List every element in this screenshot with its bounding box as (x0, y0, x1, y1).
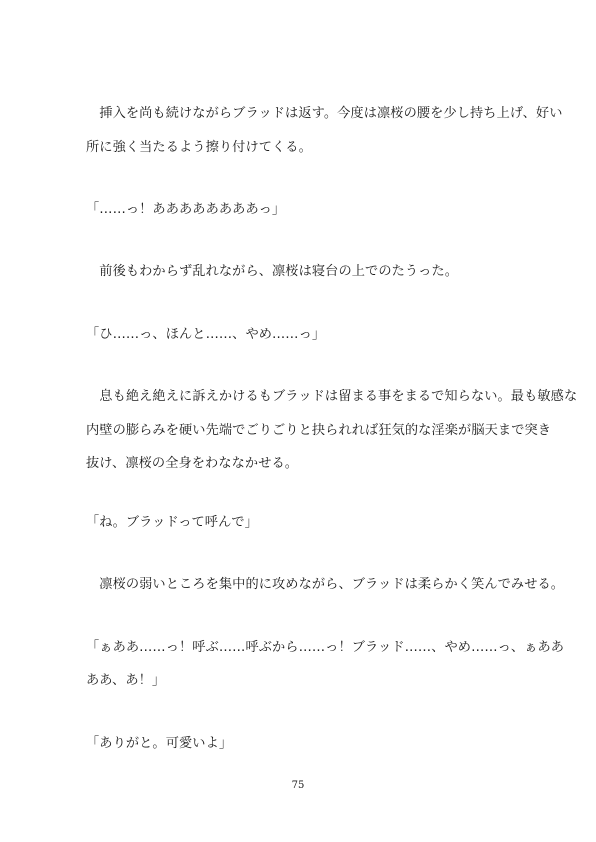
page-number: 75 (291, 780, 305, 791)
text-line: 「ぁああ……っ！呼ぶ……呼ぶから……っ！ブラッド……、やめ……っ、ぁああ (86, 640, 565, 655)
text-line: 挿入を尚も続けながらブラッドは返す。今度は凛桜の腰を少し持ち上げ、好い (86, 106, 563, 121)
text-line: 「……っ！ああああああああっ」 (86, 202, 286, 217)
text-line: 「ひ……っ、ほんと……、やめ……っ」 (86, 327, 326, 342)
text-line: 内壁の膨らみを硬い先端でごりごりと抉られれば狂気的な淫楽が脳天まで突き (86, 423, 552, 438)
text-line: ああ、あ！」 (86, 673, 166, 688)
text-line: 「ね。ブラッドって呼んで」 (86, 515, 258, 530)
text-line: 息も絶え絶えに訴えかけるもブラッドは留まる事をまるで知らない。最も敏感な (86, 389, 578, 404)
text-line: 前後もわからず乱れながら、凛桜は寝台の上でのたうった。 (86, 264, 459, 279)
text-line: 凛桜の弱いところを集中的に攻めながら、ブラッドは柔らかく笑んでみせる。 (86, 577, 565, 592)
text-line: 「ありがと。可愛いよ」 (86, 736, 233, 751)
text-line: 所に強く当たるよう擦り付けてくる。 (86, 140, 312, 155)
text-line: 抜け、凛桜の全身をわななかせる。 (86, 456, 299, 471)
